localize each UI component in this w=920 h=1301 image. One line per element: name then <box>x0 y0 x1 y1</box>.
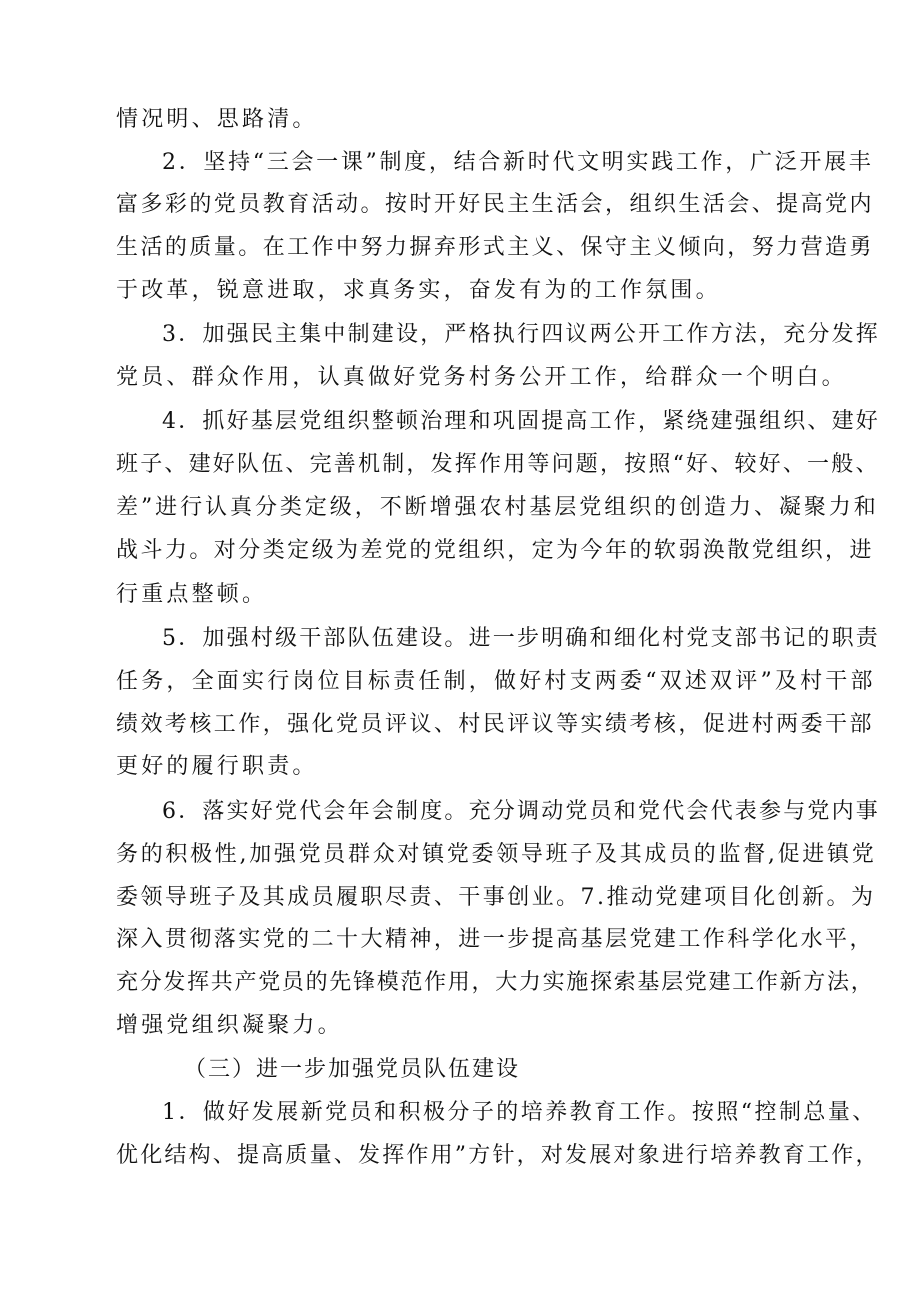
text-line: 生活的质量。在工作中努力摒弃形式主义、保守主义倾向，努力营造勇 <box>116 235 874 260</box>
text-line: 1．做好发展新党员和积极分子的培养教育工作。按照“控制总量、 <box>162 1100 877 1125</box>
text-line: 战斗力。对分类定级为差党的党组织，定为今年的软弱涣散党组织，进 <box>116 538 874 563</box>
text-line: 于改革，锐意进取，求真务实，奋发有为的工作氛围。 <box>116 278 721 303</box>
text-line: 党员、群众作用，认真做好党务村务公开工作，给群众一个明白。 <box>116 365 847 390</box>
text-line: 务的积极性,加强党员群众对镇党委领导班子及其成员的监督,促进镇党 <box>116 842 877 867</box>
text-line: 委领导班子及其成员履职尽责、干事创业。7.推动党建项目化创新。为 <box>116 885 876 910</box>
text-line: 班子、建好队伍、完善机制，发挥作用等问题，按照“好、较好、一般、 <box>116 452 880 477</box>
text-line: 任务，全面实行岗位目标责任制，做好村支两委“双述双评”及村干部 <box>116 669 876 694</box>
text-line: 差”进行认真分类定级，不断增强农村基层党组织的创造力、凝聚力和 <box>116 495 879 520</box>
text-line: 2．坚持“三会一课”制度，结合新时代文明实践工作，广泛开展丰 <box>162 150 874 175</box>
text-line: 绩效考核工作，强化党员评议、村民评议等实绩考核，促进村两委干部 <box>116 712 874 737</box>
text-line: 充分发挥共产党员的先锋模范作用，大力实施探索基层党建工作新方法， <box>116 970 875 995</box>
text-line: 优化结构、提高质量、发挥作用”方针，对发展对象进行培养教育工作， <box>116 1143 880 1168</box>
text-line: 深入贯彻落实党的二十大精神，进一步提高基层党建工作科学化水平， <box>116 927 874 952</box>
text-line: 行重点整顿。 <box>116 582 268 607</box>
text-line: 富多彩的党员教育活动。按时开好民主生活会，组织生活会、提高党内 <box>116 192 874 217</box>
text-line: 更好的履行职责。 <box>116 754 318 779</box>
text-line: 5．加强村级干部队伍建设。进一步明确和细化村党支部书记的职责 <box>162 626 880 651</box>
text-line: 4．抓好基层党组织整顿治理和巩固提高工作，紧绕建强组织、建好 <box>162 409 880 434</box>
text-line: 情况明、思路清。 <box>116 107 318 132</box>
text-line: 6．落实好党代会年会制度。充分调动党员和党代会代表参与党内事 <box>162 799 880 824</box>
section-heading: （三）进一步加强党员队伍建设 <box>184 1057 521 1082</box>
text-line: 3．加强民主集中制建设，严格执行四议两公开工作方法，充分发挥 <box>162 322 880 347</box>
text-line: 增强党组织凝聚力。 <box>116 1013 343 1038</box>
